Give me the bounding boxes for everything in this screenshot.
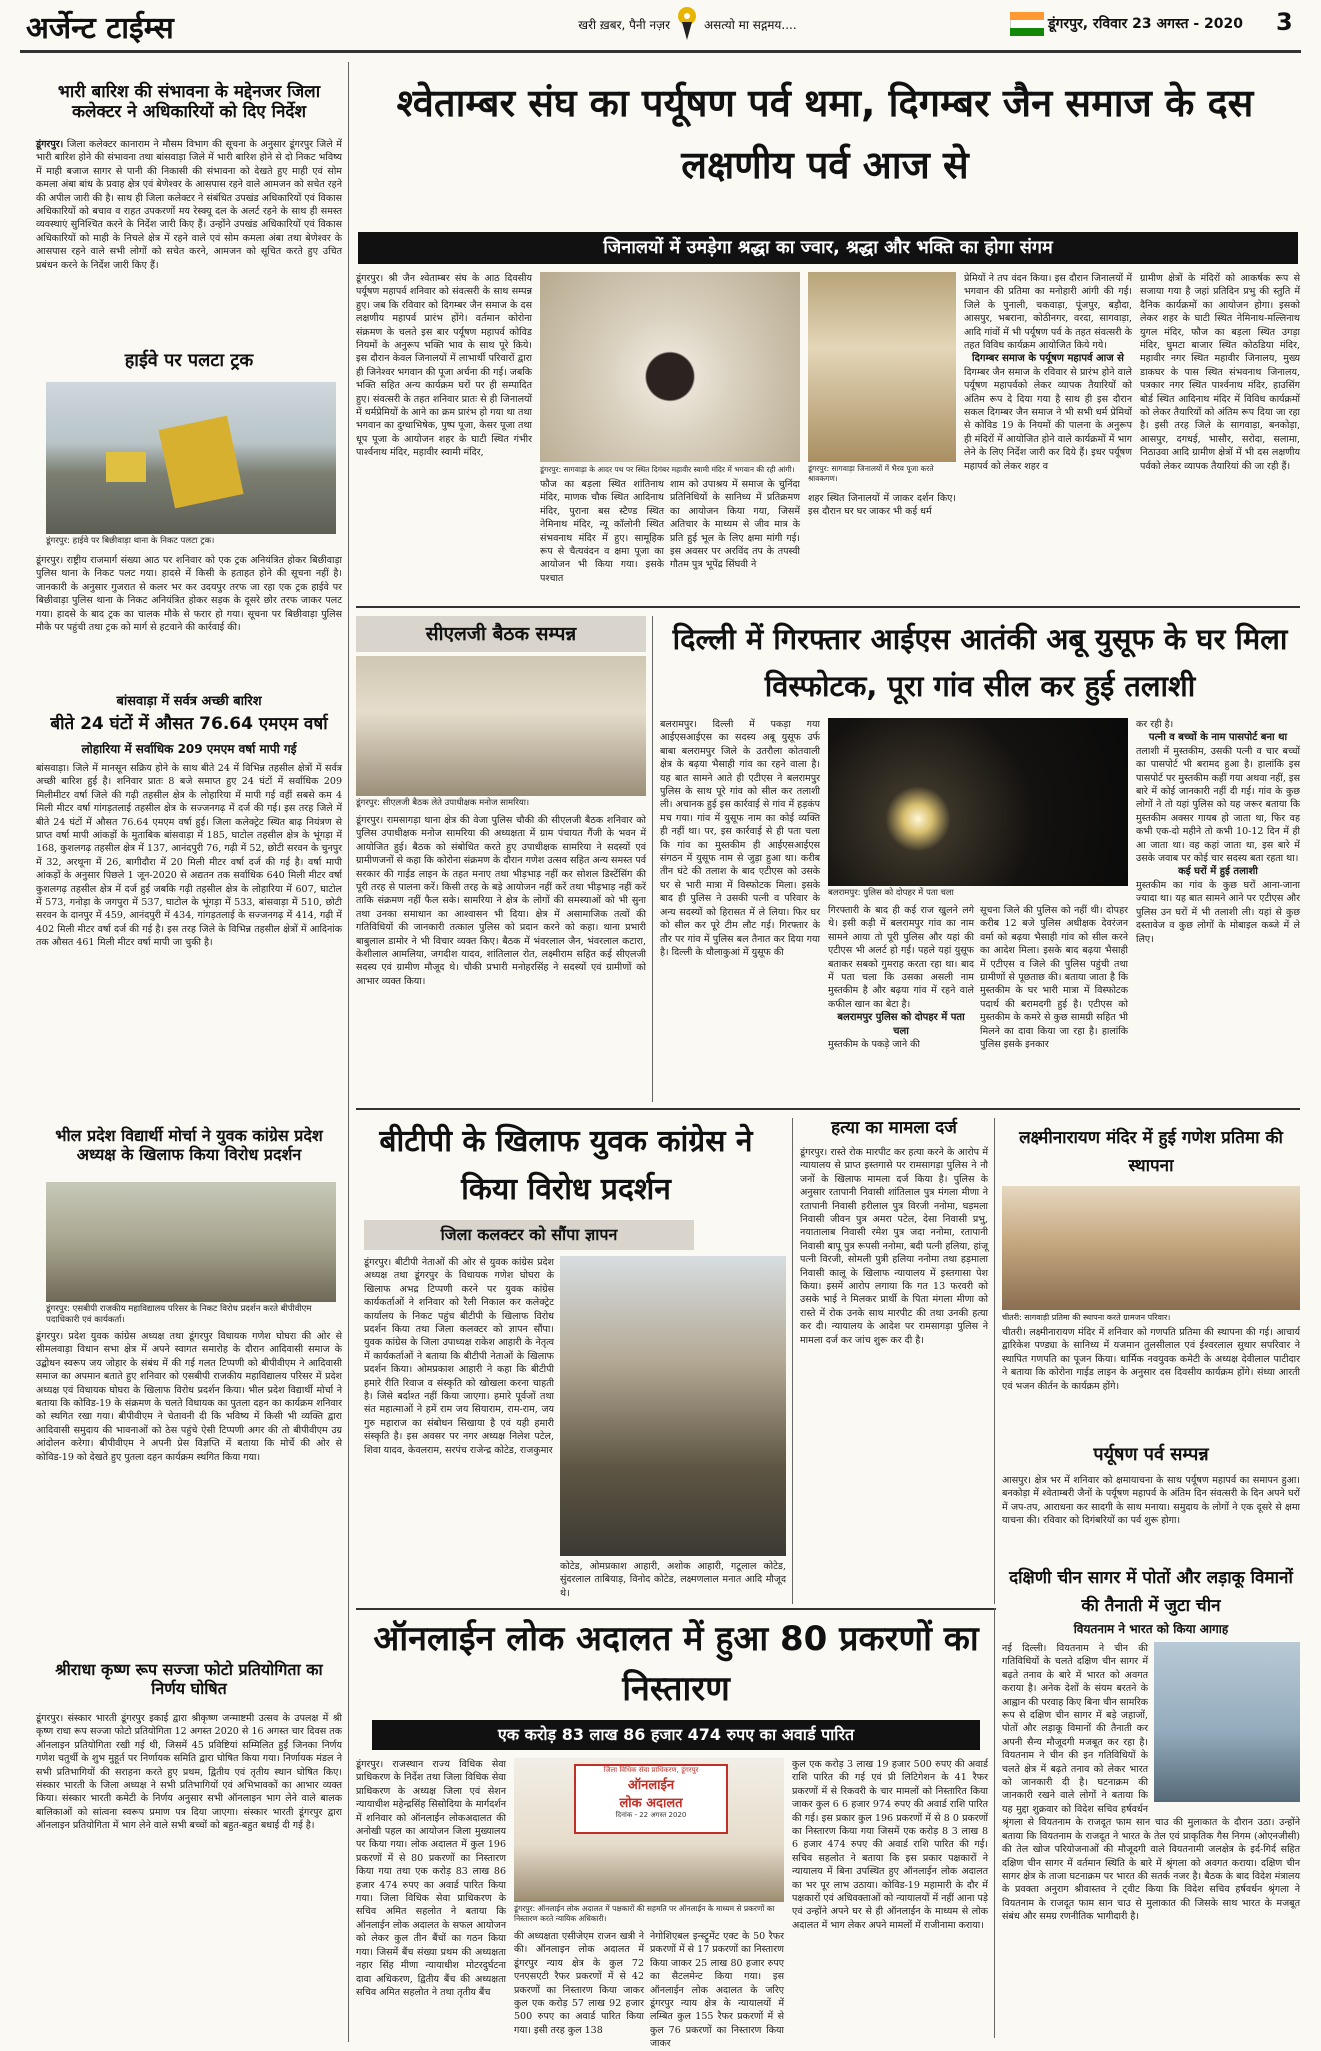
left-column-divider bbox=[348, 62, 349, 2042]
paryushan-body: आसपुर। क्षेत्र भर में शनिवार को क्षमायाचना के साथ पर्यूषण महापर्व का समापन हुआ। बनकोड़ा में श्वेताम्बरी जैनों के पर्यूषण महापर्व के अंतिम दिन संवत्सरी के दिन अपने घरों में जप-तप, आराधना कर सादगी के साथ मनाया। समुदाय के लोगों ने एक दूसरे से क्षमा याचना की। रविवार को दिगंबरियों का पर्व शुरू होगा। bbox=[1002, 1475, 1300, 1527]
rain-article bbox=[36, 82, 342, 342]
pen-nib-icon bbox=[676, 6, 698, 42]
delhi-col4-subhead-2: कई घरों में हुई तलाशी bbox=[1178, 866, 1258, 878]
china-body: नई दिल्ली। वियतनाम ने चीन की गतिविधियों के चलते दक्षिण चीन सागर में बढ़ते तनाव के बारे में भारत को अवगत कराया है। अनेक देशों के संयम बरतने के आह्वान की परवाह किए बिना चीन सामरिक रूप से दक्षिण चीन सागर में बड़े जहाजों, पोतों और लड़ाकू विमानों की तैनाती कर अपनी सैन्य मौजूदगी मजबूत कर रहा है। वियतनाम ने चीन की इन गतिविधियों के चलते क्षेत्र में बढ़ते तनाव को लेकर भारत को जानकारी दी है। घटनाक्रम की जानकारी रखने वाले लोगों ने बताया कि यह मुद्दा शुक्रवार को विदेश सचिव हर्षवर्धन श्रृंगला से वियतनाम के राजदूत फाम सान चाउ की मुलाकात के दौरान उठा। उन्होंने बताया कि वियतनाम के राजदूत ने भारत के तेल एवं प्राकृतिक गैस निगम (ओएनजीसी) की तेल खोज परियोजनाओं की मौजूदगी वाले वियतनामी जलक्षेत्र के इर्द-गिर्द सहित दक्षिण चीन सागर में वर्तमान स्थिति के बारे में श्रृंगला को अवगत कराया। दक्षिण चीन सागर क्षेत्र के ताजा घटनाक्रम पर भारत की सतर्क नजर है। बैठक के बाद विदेश मंत्रालय के प्रवक्ता अनुराग श्रीवास्तव ने ट्वीट किया कि विदेश सचिव हर्षवर्धन श्रृंगला ने वियतनाम के राजदूत फाम सान चाउ से मुलाकात की जिसके साथ भारत के मजबूत संबंध और समग्र रणनीतिक भागीदारी है। bbox=[1002, 1643, 1300, 1923]
jain-col2: फौज का बड़ला स्थित शांतिनाथ मंदिर, माणक चौक स्थित आदिनाथ मंदिर, पुराना बस स्टैण्ड स्थित नेमिनाथ मंदिर, न्यू कॉलोनी स्थित संभवनाथ मंदिर में हुए। सामूहिक रूप से चैत्यवंदन व क्षमा पूजा का आयोजन भी किया गया। इसके पश्चात bbox=[540, 479, 664, 584]
china-subhead: वियतनाम ने भारत को किया आगाह bbox=[1073, 1622, 1229, 1636]
lokadalat-col3: नेगोशिएबल इन्स्ट्रूमेंट एक्ट के 50 रैफर प्रकरणों में से 17 प्रकरणों का निस्तारण किया जाकर 25 लाख 80 हजार रुपए का सैटलमेन्ट किया गया। इस ऑनलाईन लोक अदालत के जरिए डूंगरपुर न्याय क्षेत्र के न्यायालयों में लम्बित कुल 155 रैफर प्रकरणों में से कुल 76 प्रकरणों का निस्तारण किया जाकर bbox=[650, 1931, 784, 2050]
delhi-col2-text-b: मुस्तकीम के पकड़े जाने की bbox=[828, 1039, 920, 1051]
truck-headline: हाईवे पर पलटा ट्रक bbox=[124, 350, 254, 371]
lokadalat-subhead: एक करोड़ 83 लाख 86 हजार 474 रुपए का अवार्ड पारित bbox=[372, 1720, 980, 1750]
banswara-body: बांसवाड़ा। जिले में मानसून सक्रिय होने के साथ बीते 24 में विभिन्न तहसील क्षेत्रों में सर्वत्र अच्छी बारिश हुई है। शनिवार प्रातः 8 बजे समाप्त हुए 24 घंटों में सर्वाधिक 209 मिलीमीटर वर्षा जिले की गढ़ी तहसील क्षेत्र के लोहारिया में मापी गई वहीं सबसे कम 4 मिली मीटर वर्षा गांगड़तलाई तहसील क्षेत्र के सज्जनगढ़ में दर्ज की गई। इस तरह जिले में बीते 24 घंटों में औसत 76.64 एमएम वर्षा हुई। जिला कलेक्ट्रेट स्थित बाढ़ नियंत्रण से प्राप्त वर्षा मापी आंकड़ों के मुताबिक बांसवाड़ा में 185, घाटोल तहसील क्षेत्र के भूंगड़ा में 168, कुशलगढ़ तहसील क्षेत्र में 137, आनंदपुरी 76, गढ़ी में 52, छोटी सरवन के चुनपुर में 32, अरथूना में 26, बागीदौरा में 20 मिली मीटर वर्षा दर्ज की गई है। वर्षा मापी आंकड़ों के अनुसार पिछले 1 जून-2020 से अद्यतन तक सर्वाधिक 640 मिली मीटर वर्षा कुशलगढ़ तहसील क्षेत्र में दर्ज हुई जबकि गढ़ी तहसील क्षेत्र के लोहारिया में 607, घाटोल में 573, गनोड़ा के जगपुरा में 537, घाटोल के भूंगड़ा में 533, बांसवाड़ा में 510, छोटी सरवन के दानपुर में 459, आनंदपुरी में 434, गांगड़तलाई के सज्जनगढ़ में 414, गढ़ी में 402 मिली मीटर वर्षा दर्ज की गई है। इस तरह जिले के विभिन्न तहसील क्षेत्रों में आदिनांक तक औसत 461 मिली मीटर वर्षा मापी जा चुकी है। bbox=[36, 763, 342, 949]
bhil-body: डूंगरपुर। प्रदेश युवक कांग्रेस अध्यक्ष तथा डूंगरपुर विधायक गणेश घोघरा की ओर से सीमलवाड़ा विधान सभा क्षेत्र में अपने स्वागत समारोह के दौरान आदिवासी समाज के उद्बोधन स्वरूप जय जोहार के संबंध में की गई गलत टिप्पणी को बीपीवीएम ने आदिवासी समाज का अपमान बताते हुए शनिवार को एसबीपी राजकीय महाविद्यालय परिसर में प्रदेश अध्यक्ष एवं विधायक घोघरा के खिलाफ विरोध प्रदर्शन किया। भील प्रदेश विद्यार्थी मोर्चा ने बताया कि कोविड-19 के संक्रमण के चलते विधायक का पुतला दहन का कार्यक्रम शनिवार को स्थगित रखा गया। बीपीवीएम ने चेतावनी दी कि भविष्य में किसी भी व्यक्ति द्वारा आदिवासी समुदाय की भावनाओं को ठेस पहुंचे ऐसी टिप्पणी अगर की तो बीपीवीएम उग्र आंदोलन करेगा। बीपीवीएम ने अपनी प्रेस विज्ञप्ति में बताया कि मोर्चे की ओर से कोविड-19 को देखते हुए पुतला दहन कार्यक्रम स्थगित किया गया। bbox=[36, 1331, 342, 1463]
clg-banner: सीएलजी बैठक सम्पन्न bbox=[356, 616, 646, 652]
banswara-headline: बीते 24 घंटों में औसत 76.64 एमएम वर्षा bbox=[50, 714, 328, 734]
lokadalat-col2: की अध्यक्षता एसीजेएम राजन खत्री ने की। ऑनलाइन लोक अदालत में डूंगरपुर न्याय क्षेत्र के कुल 72 एनएसएटी रैफर प्रकरणों में से 42 प्रकरणों का निस्तारण किया जाकर कुल एक करोड़ 57 लाख 92 हजार 500 रुपए का अवार्ड पारित किया गया। इसी तरह कुल 138 bbox=[514, 1931, 644, 2036]
flag-icon bbox=[1010, 12, 1044, 36]
page-number: 3 bbox=[1276, 8, 1293, 36]
lokadalat-divider bbox=[994, 1608, 995, 2038]
btp-col1: डूंगरपुर। बीटीपी नेताओं की ओर से युवक कांग्रेस प्रदेश अध्यक्ष तथा डूंगरपुर के विधायक गणेश घोघरा के खिलाफ अभद्र टिप्पणी करने पर युवक कांग्रेस कार्यकर्ताओं ने शनिवार को रैली निकाल कर कलेक्ट्रेट कार्यालय के निकट पहुंच बीटीपी के खिलाफ विरोध प्रदर्शन किया तथा जिला कलक्टर को ज्ञापन सौंपा। युवक कांग्रेस के जिला उपाध्यक्ष राकेश आहारी के नेतृत्व में कार्यकर्ताओं ने बताया कि बीटीपी नेताओं के खिलाफ प्रदर्शन किया। ओमप्रकाश आहारी ने कहा कि बीटीपी हमारे रीति रिवाज व संस्कृति को खोखला करना चाहती है। जिसे बर्दाश्त नहीं किया जाएगा। हमारे पूर्वजों तथा संत महात्माओं ने हमें राम जय सियाराम, राम-राम, जय गुरु महाराज का संबोधन सिखाया है एवं यही हमारी संस्कृति है। इस अवसर पर नगर अध्यक्ष निलेश पटेल, शिवा यादव, केवलराम, सरपंच राजेन्द्र कोटेड, राजकुमार bbox=[364, 1257, 554, 1456]
banswara-kicker: बांसवाड़ा में सर्वत्र अच्छी बारिश bbox=[116, 694, 262, 709]
tagline-left: खरी ख़बर, पैनी नज़र bbox=[578, 18, 670, 32]
lokadalat-photo bbox=[514, 1758, 784, 1902]
lokadalat-col1: डूंगरपुर। राजस्थान राज्य विधिक सेवा प्राधिकरण के निर्देश तथा जिला विधिक सेवा प्राधिकरण के अध्यक्ष जिला एवं सेशन न्यायाधीश महेन्द्रसिंह सिसोदिया के मार्गदर्शन में शनिवार को ऑनलाईन लोकअदालत की अनोखी पहल का आयोजन जिला मुख्यालय पर किया गया। लोक अदालत में कुल 196 प्रकरणों में से 80 प्रकरणों का निस्तारण किया गया तथा एक करोड़ 83 लाख 86 हजार 474 रुपए का अवार्ड पारित किया गया। जिला विधिक सेवा प्राधिकरण के सचिव अमित सहलोत ने बताया कि ऑनलाईन लोक अदालत के सफल आयोजन को लेकर कुल तीन बैंचों का गठन किया गया। जिसमें बैंच संख्या प्रथम की अध्यक्षता नहार सिंह मीणा न्यायाधीश मोटरदुर्घटना दावा अधिकरण, द्वितीय बैंच की अध्यक्षता सचिव अमित सहलोत ने तथा तृतीय बैंच bbox=[356, 1759, 506, 1998]
truck-photo bbox=[46, 382, 336, 534]
btp-subhead: जिला कलक्टर को सौंपा ज्ञापन bbox=[364, 1220, 694, 1250]
ganesh-photo bbox=[1002, 1186, 1300, 1310]
clg-meeting-photo bbox=[356, 656, 646, 796]
delhi-caption: बलरामपुर: पुलिस को दोपहर में पता चला bbox=[828, 888, 954, 898]
clg-divider bbox=[652, 616, 653, 1102]
lokadalat-sign-line3: लोक अदालत bbox=[619, 1796, 683, 1811]
delhi-col4-text-a: तलाशी में मुस्तकीम, उसकी पत्नी व चार बच्चों का पासपोर्ट भी बरामद हुआ है। हालांकि इस पासपोर्ट पर मुस्तकीम कहीं गया अथवा नहीं, इस बारे में कोई जानकारी नहीं दी गई। गांव के कुछ लोगों ने तो यहां पुलिस को यह जरूर बताया कि मुस्तकीम अक्सर गायब हो जाता था, फिर वह कभी एक-दो महीने तो कभी 10-12 दिन में ही आ जाता था। वह कहां जाता था, इस बारे में उसके जवाब पर कोई चार सदस्य बता रहता था। bbox=[1136, 745, 1300, 865]
jain-col5-text: प्रेमियों ने तप वंदन किया। इस दौरान जिनालयों में भगवान की प्रतिमा का मनोहारी आंगी की गई। जिले के पुनाली, चकवाड़ा, पूंजपुर, बड़ौदा, आसपुर, भबराना, कोठीनगर, वरदा, सागवाड़ा, आदि गांवों में भी पर्यूषण पर्व के तहत संवत्सरी के तहत विविध कार्यक्रम आयोजित किये गये। bbox=[964, 273, 1132, 352]
btp-headline: बीटीपी के खिलाफ युवक कांग्रेस ने किया विरोध प्रदर्शन bbox=[379, 1124, 753, 1207]
tagline-right: असत्यो मा सद्गमय.... bbox=[704, 18, 797, 32]
bhil-caption: डूंगरपुर: एसबीपी राजकीय महाविद्यालय परिसर के निकट विरोध प्रदर्शन करते बीपीवीएम पदाधिकारी एवं कार्यकर्ता। bbox=[46, 1304, 312, 1325]
ganesh-caption: चीतरी: सागवाड़ी प्रतिमा की स्थापना करते ग्रामजन परिवार। bbox=[1002, 1313, 1171, 1322]
clg-caption: डूंगरपुर: सीएलजी बैठक लेते उपाधीक्षक मनोज सामरिया। bbox=[356, 798, 530, 808]
jain-col4: शहर स्थित जिनालयों में जाकर दर्शन किए। इस दौरान घर घर जाकर भी कई धर्म bbox=[808, 493, 956, 518]
murder-divider bbox=[994, 1118, 995, 1604]
jain-bottom-rule bbox=[356, 606, 1300, 608]
jain-col5-text-b: दिगम्बर जैन समाज के रविवार से प्रारंभ होने वाले पर्यूषण महापर्वको लेकर व्यापक तैयारियों को अंतिम रूप दे दिया गया है साथ ही इस दौरान सकल दिगम्बर जैन समाज ने भी सभी धर्म प्रेमियों से कोविड 19 के नियमों की पालना के अनुरूप ही मंदिरों में आयोजित होने वाले कार्यक्रमों में भाग लेने के लिए निर्देश जारी कर दिये हैं। इधर पर्यूषण महापर्व को लेकर शहर व bbox=[964, 366, 1132, 472]
jain-col5 bbox=[964, 272, 1132, 600]
rain-body bbox=[36, 138, 342, 342]
btp-col2: कोटेड, ओमप्रकाश आहारी, अशोक आहारी, गटूलाल कोटेड, सुंदरलाल ताबियाड़, विनोद कोटेड, लक्ष्मणलाल मनात आदि मौजूद थे। bbox=[560, 1561, 786, 1599]
delhi-col4 bbox=[1136, 718, 1300, 1102]
murder-body: डूंगरपुर। रास्ते रोक मारपीट कर हत्या करने के आरोप में न्यायालय से प्राप्त इस्तगासे पर रामसागड़ा पुलिस ने नौ जनों के खिलाफ मामला दर्ज किया है। पुलिस के अनुसार रतापानी निवासी शांतिलाल पुत्र मंगला मीणा ने रतापानी निवासी हरीलाल पुत्र विरजी ननोमा, घड़मला निवासी जीवन पुत्र अमरा पटेल, देसा निवासी प्रभु, नयातालाब निवासी रमेश पुत्र जदा ननोमा, रतापानी निवासी बापू पुत्र रूपसी ननोमा, बदी पत्नी हलिया, हांजू पत्नी विरजी, सोमली पुत्री हलिया ननोमा तथा हड़माला निवासी कालू के खिलाफ न्यायालय में इस्तगासा पेश किया। इसमें आरोप लगाया कि गत 13 फरवरी को उसके भाई ने मिलकर प्रार्थी के पिता मंगला मीणा को रास्ते में रोक उनके साथ मारपीट की तथा उनकी हत्या कर दी। न्यायालय के आदेश पर रामसागड़ा पुलिस ने मामला दर्ज कर जांच शुरू कर दी है। bbox=[800, 1147, 988, 1346]
rain-headline: भारी बारिश की संभावना के मद्देनजर जिला कलेक्टर ने अधिकारियों को दिए निर्देश bbox=[57, 82, 321, 123]
ganesh-body: चीतरी। लक्ष्मीनारायण मंदिर में शनिवार को गणपति प्रतिमा की स्थापना की गई। आचार्य द्वारिकेश पण्ड्या के सानिध्य में यजमान तुलसीलाल एवं ईश्वरलाल सुथार सपरिवार ने स्थापित गणपति का पूजन किया। धार्मिक नवयुवक कमेटी के अध्यक्ष देवीलाल पाटीदार ने बताया कि कोरोना गाईड लाइन के अनुसार दस दिवसीय कार्यक्रम होंगे। संध्या आरती एवं भजन कीर्तन के कार्यक्रम होंगे। bbox=[1002, 1327, 1300, 1392]
delhi-col4-text-b: मुस्तकीम का गांव के कुछ घरों आना-जाना ज्यादा था। यह बात सामने आने पर एटीएस और पुलिस उन घरों में भी तलाशी ली। यहां से कुछ दस्तावेज व कुछ लोगों के मोबाइल कब्जे में ले लिए। bbox=[1136, 879, 1300, 945]
btp-rally-photo bbox=[560, 1256, 786, 1556]
bhil-protest-photo bbox=[46, 1182, 336, 1302]
china-body-wrap bbox=[1002, 1642, 1300, 2038]
btp-divider bbox=[792, 1118, 793, 1604]
truck-caption: डूंगरपुर: हाईवे पर बिछीवाड़ा थाना के निकट पलटा ट्रक। bbox=[46, 536, 215, 546]
newspaper-name: अर्जेन्ट टाईम्स bbox=[26, 11, 174, 46]
jain-headline: श्वेताम्बर संघ का पर्यूषण पर्व थमा, दिगम्बर जैन समाज के दस लक्षणीय पर्व आज से bbox=[396, 81, 1254, 187]
murder-headline: हत्या का मामला दर्ज bbox=[831, 1118, 957, 1138]
paryushan-headline: पर्यूषण पर्व सम्पन्न bbox=[1093, 1444, 1209, 1465]
lokadalat-banner-sign bbox=[574, 1764, 728, 1834]
delhi-col2-subhead: बलरामपुर पुलिस को दोपहर में पता चला bbox=[837, 1012, 965, 1037]
dateline: डूंगरपुर, रविवार 23 अगस्त - 2020 bbox=[1048, 16, 1243, 32]
jain-col3: शाम को उपाश्रय में समाज के चुनिंदा प्रतिनिधियों के सानिध्य में प्रतिक्रमण का आयोजन किया गया, जिसमें अतिचार के माध्यम से जीव मात्र के प्रति हुई भूल के लिए क्षमा मांगी गई। इस अवसर पर अरविंद तप के तपस्वी गौतम पुत्र भूपेंद्र सिंघवी ने bbox=[670, 479, 800, 571]
jain-temple-photo-2 bbox=[808, 272, 956, 462]
bhil-headline: भील प्रदेश विद्यार्थी मोर्चा ने युवक कांग्रेस प्रदेश अध्यक्ष के खिलाफ किया विरोध प्रदर्शन bbox=[55, 1126, 323, 1165]
mid-rule bbox=[356, 1108, 1300, 1110]
jain-col6: ग्रामीण क्षेत्रों के मंदिरों को आकर्षक रूप से सजाया गया है जहां प्रतिदिन प्रभु की स्तुति में दैनिक कार्यक्रमों का आयोजन होगा। इसको लेकर शहर के घाटी स्थित नेमिनाथ-मल्लिनाथ युगल मंदिर, फौज का बड़ला स्थित उगड़ा मंदिर, घुमटा बाजार स्थित कोठडिया मंदिर, महावीर नगर स्थित महावीर जिनालय, मुख्य डाकघर के पास स्थित संभवनाथ जिनालय, पत्रकार नगर स्थित पार्श्वनाथ मंदिर, हाउसिंग बोर्ड स्थित आदिनाथ मंदिर में विविध कार्यक्रमों को लेकर तैयारियों को अंतिम रूप दिया जा रहा है। इसी तरह जिले के सागवाड़ा, बनकोड़ा, आसपुर, दगधई, भासौर, सरोदा, सलामा, निठाउवा आदि ग्रामीण क्षेत्रों में भी दस लक्षणीय पर्वको लेकर व्यापक तैयारियां की जा रही हैं। bbox=[1140, 273, 1300, 472]
jain-col5-subhead: दिगम्बर समाज के पर्यूषण महापर्व आज से bbox=[972, 353, 1124, 365]
delhi-night-photo bbox=[828, 718, 1128, 886]
lokadalat-caption: डूंगरपुर: ऑनलाईन लोक अदालत में पक्षकारों की सहमति पर ऑनलाईन के माध्यम से प्रकरणों का निस्तारण करते न्यायिक अधिकारी। bbox=[514, 1904, 775, 1923]
masthead bbox=[0, 0, 1321, 56]
jain-caption-1: डूंगरपुर: सागवाड़ा के आदर पथ पर स्थित दिगंबर महावीर स्वामी मंदिर में भगवान की रही आंगी। bbox=[540, 465, 795, 474]
delhi-col4-text: कर रही है। bbox=[1136, 719, 1174, 730]
lokadalat-sign-line1: जिला विधिक सेवा प्राधिकरण, डूंगरपुर bbox=[603, 1766, 699, 1774]
china-headline: दक्षिणी चीन सागर में पोतों और लड़ाकू विमानों की तैनाती में जुटा चीन bbox=[1009, 1568, 1293, 1616]
delhi-col3: सूचना जिले की पुलिस को नहीं थी। दोपहर करीब 12 बजे पुलिस अधीक्षक देवरंजन वर्मा को बढ़या भैसाही गांव को सील करने का आदेश मिला। इसके बाद बढ़या भैसाही में एटीएस व जिले की पुलिस पहुंची तथा ग्रामीणों से पूछताछ की। बताया जाता है कि मुस्तकीम के घर भारी मात्रा में विस्फोटक पदार्थ की बरामदगी हुई है। एटीएस को मुस्तकीम के कमरे से कुछ सामग्री सहित भी मिलने का दावा किया जा रहा है। हालांकि पुलिस इसके इनकार bbox=[980, 905, 1128, 1051]
jain-col1: डूंगरपुर। श्री जैन श्वेताम्बर संघ के आठ दिवसीय पर्यूषण महापर्व शनिवार को संवत्सरी के साथ सम्पन्न हुए। जब कि रविवार को दिगम्बर जैन समाज के दस लक्षणीय महापर्व प्रारंभ होंगे। वर्तमान कोरोना संक्रमण के चलते इस बार पर्यूषण महापर्व कोविड नियमों के अनुरूप भक्ति भाव के साथ पूरे किये। इस दौरान केवल जिनालयों में लाभार्थी परिवारों द्वारा ही जिनेश्वर भगवान की पूजा अर्चना की गई। जबकि भक्ति सहित अन्य कार्यक्रम घरों पर ही सम्पादित हुए। संवत्सरी के तहत शनिवार प्रातः से ही जिनालयों में धर्मप्रेमियों के आने का क्रम प्रारंभ हो गया था तथा भगवान का दुग्धाभिषेक, पुष्प पूजा, केसर पूजा तथा धूप पूजा के आयोजन शहर के घाटी स्थित गंभीर पार्श्वनाथ मंदिर, महावीर स्वामी मंदिर, bbox=[356, 273, 532, 459]
lokadalat-top-rule bbox=[356, 1608, 996, 1610]
rain-dateline: डूंगरपुर। bbox=[36, 139, 64, 150]
rain-body-text: जिला कलेक्टर कानाराम ने मौसम विभाग की सूचना के अनुसार डूंगरपुर जिले में भारी बारिश होने की संभावना तथा बांसवाड़ा जिले में भारी बारिश होने से दो निकट भविष्य में माही बजाज सागर से पानी की निकासी की संभावना को देखते हुए माही एवं सोम कमला अंबा बांध के प्रवाह क्षेत्र एवं बेणेश्वर के आसपास रहने वाले आमजन को सचेत रहने की अपील जारी की है। साथ ही जिला कलेक्टर ने संबंधित उपखंड अधिकारियों एवं विकास अधिकारियों को बचाव व राहत उपकरणों मय रेस्क्यू दल के अलर्ट रहने के साथ ही समस्त व्यवस्थाएं सुनिश्चित करने के निर्देश जारी किए हैं। उन्होंने उपखंड अधिकारियों एवं विकास अधिकारियों को माही के निचले क्षेत्र में रहने वाले एवं सोम कमला अंबा तथा बेणेश्वर के आसपास रहने वाले सभी लोगों को सचेत करने, आमजन को सूचित करते हुए उचित प्रबंधन करने के निर्देश जारी किए हैं। bbox=[36, 139, 342, 271]
delhi-col2-text: गिरफ्तारी के बाद ही कई राज खुलने लगे थे। इसी कड़ी में बलरामपुर गांव का नाम सामने आया तो पूरी पुलिस और यहां की एटीएस भी अलर्ट हो गई। पहले यहां युसूफ बताकर सबको गुमराह करता रहा था। बाद में पता चला कि उसका असली नाम मुस्तकीम है और बढ़या गांव में रहने वाले कफील खान का बेटा है। bbox=[828, 905, 974, 1010]
radha-body: डूंगरपुर। संस्कार भारती डूंगरपुर इकाई द्वारा श्रीकृष्ण जन्माष्टमी उत्सव के उपलक्ष में श्री कृष्ण राधा रूप सज्जा फोटो प्रतियोगिता 12 अगस्त 2020 से 16 अगस्त चार दिवस तक ऑनलाइन प्रतियोगिता रखी गई थी, जिसमें 45 प्रविष्टियां सम्मिलित हुईं जिनका निर्णय गणेश चतुर्थी के शुभ मुहूर्त पर निर्णायक समिति द्वारा घोषित किया गया। निर्णायक मंडल ने सभी प्रतिभागियों की सराहना करते हुए प्रथम, द्वितीय एवं तृतीय स्थान घोषित किए। संस्कार भारती के जिला अध्यक्ष ने सभी प्रतिभागियों एवं अभिभावकों का आभार व्यक्त किया। संस्कार भारती कमेटी के निर्णय अनुसार सभी ऑनलाइन भाग लेने वाले बालक बालिकाओं को सांत्वना स्वरूप प्रमाण पत्र दिया जाएगा। संस्कार भारती डूंगरपुर द्वारा ऑनलाइन प्रतियोगिता में भाग लेने वाले सभी बच्चों को बहुत-बहुत बधाई दी गई है। bbox=[36, 1713, 342, 1832]
banswara-subhead: लोहारिया में सर्वाधिक 209 एमएम वर्षा मापी गई bbox=[81, 742, 297, 756]
jain-subhead: जिनालयों में उमड़ेगा श्रद्धा का ज्वार, श्रद्धा और भक्ति का होगा संगम bbox=[358, 232, 1298, 264]
truck-body: डूंगरपुर। राष्ट्रीय राजमार्ग संख्या आठ पर शनिवार को एक ट्रक अनियंत्रित होकर बिछीवाड़ा पुलिस थाना के निकट पलट गया। हादसे में किसी के हताहत होने की सूचना नहीं है। जानकारी के अनुसार गुजरात से कलर भर कर उदयपुर तरफ जा रहा एक ट्रक हाईवे पर बिछीवाड़ा पुलिस थाना के निकट अनियंत्रित होकर सड़क के दूसरे छोर तरफ जाकर पलट गया। हादसे के बाद ट्रक का चालक मौके से फरार हो गया। सूचना पर बिछीवाड़ा पुलिस मौके पर पहुंची तथा ट्रक को मार्ग से हटवाने की कार्रवाई की। bbox=[36, 555, 342, 634]
lokadalat-headline: ऑनलाईन लोक अदालत में हुआ 80 प्रकरणों का निस्तारण bbox=[373, 1619, 979, 1709]
delhi-col2 bbox=[828, 904, 974, 1102]
delhi-col4-subhead-1: पत्नी व बच्चों के नाम पासपोर्ट बना था bbox=[1148, 732, 1288, 744]
delhi-headline: दिल्ली में गिरफ्तार आईएस आतंकी अबू युसूफ के घर मिला विस्फोटक, पूरा गांव सील कर हुई तलाशी bbox=[672, 622, 1288, 703]
jain-caption-2: डूंगरपुर: सागवाड़ा जिनालयों में भैरव पूजा करते श्रावकगण। bbox=[808, 464, 934, 483]
jain-temple-photo-1 bbox=[540, 272, 800, 462]
clg-body: डूंगरपुर। रामसागड़ा थाना क्षेत्र की वेजा पुलिस चौकी की सीएलजी बैठक शनिवार को पुलिस उपाधीक्षक मनोज सामरिया की अध्यक्षता में ग्राम पंचायत गैंजी के भवन में आयोजित हुई। बैठक को संबोधित करते हुए उपाधीक्षक सामरिया ने सदस्यों एवं ग्रामीणजनों से कहा कि कोरोना संक्रमण के दौरान गणेश उत्सव सहित अन्य समस्त पर्व सरकार की गाईड लाइन के तहत मनाए तथा भीड़भाड़ नहीं कर सोशल डिस्टेंसिंग की पूरी तरह से पालना करें। किसी तरह के बड़े आयोजन नहीं करें तथा भीड़भाड़ नहीं करें ताकि संक्रमण नहीं फैल सके। सामरिया ने क्षेत्र के लोगों की समस्याओं को भी सुना तथा उनका समाधान का आश्वासन भी दिया। क्षेत्र में असामाजिक तत्वों की गतिविधियों की जानकारी तत्काल पुलिस को प्रदान करने को कहा। थाना प्रभारी बाबुलाल डामोर ने भी विचार व्यक्त किए। बैठक में भंवरलाल जैन, भंवरलाल कटारा, केशीलाल आमलिया, जगदीश यादव, शांतिलाल रोत, लक्ष्मीराम सहित कई सीएलजी सदस्य एवं ग्रामीण मौजूद थे। चौकी प्रभारी मनोहरसिंह ने सदस्यों एवं ग्रामीणों को आभार व्यक्त किया। bbox=[356, 815, 646, 987]
lokadalat-sign-line2: ऑनलाईन bbox=[627, 1778, 675, 1793]
ganesh-headline: लक्ष्मीनारायण मंदिर में हुई गणेश प्रतिमा की स्थापना bbox=[1019, 1128, 1283, 1176]
radha-headline: श्रीराधा कृष्ण रूप सज्जा फोटो प्रतियोगिता का निर्णय घोषित bbox=[55, 1660, 323, 1699]
delhi-col1: बलरामपुर। दिल्ली में पकड़ा गया आईएसआईएस का सदस्य अबू युसूफ उर्फ बाबा बलरामपुर जिले के उतरौला कोतवाली क्षेत्र के बढ़या भैसाही गांव का रहने वाला है। यह बात सामने आते ही एटीएस ने बलरामपुर पुलिस के साथ पूरे गांव को सील कर तलाशी ली। अचानक हुई इस कार्रवाई से गांव में हड़कंप मच गया। गांव में युसूफ नाम का कोई व्यक्ति ही नहीं था। पर, इस कार्रवाई से ही पता चला कि गांव का मुस्तकीम ही आईएसआईएस संगठन में युसूफ नाम से जुड़ा हुआ था। करीब तीन घंटे की तलाश के बाद एटीएस को उसके घर से भारी मात्रा में विस्फोटक मिला। इसके बाद ही पुलिस ने उसकी पत्नी व परिवार के अन्य सदस्यों को हिरासत में ले लिया। फिर घर को सील कर पूरे टीम लौट गई। गिरफ्तार के तौर पर गांव में पुलिस बल तैनात कर दिया गया है। दिल्ली के धौलाकुआं में युसूफ की bbox=[660, 719, 820, 958]
china-ships-photo bbox=[1154, 1642, 1300, 1802]
lokadalat-col4: कुल एक करोड़ 3 लाख 19 हजार 500 रुपए की अवार्ड राशि पारित की गई एवं प्री लिटिगेशन के 41 रैफर प्रकरणों में से रिकवरी के चार मामलों को निस्तारित किया जाकर कुल 6 6 हजार 974 रुपए की अवार्ड राशि पारित की गई। इस प्रकार कुल 196 प्रकरणों में से 8 0 प्रकरणों का निस्तारण किया गया जिसमें एक करोड़ 8 3 लाख 8 6 हजार 474 रुपए की अवार्ड राशि पारित की गई। सचिव सहलोत ने बताया कि इस प्रकार पक्षकारों ने न्यायालय में बिना उपस्थित हुए ऑनलाईन लोक अदालत का भर पूर लाभ उठाया। कोविड-19 महामारी के दौर में पक्षकारों एवं अधिवक्ताओं को न्यायालयों में नहीं आना पड़े एवं उन्होंने अपने घर से ही ऑनलाईन के माध्यम से लोक अदालत में भाग लेकर अपने मामलों में राजीनामा कराया। bbox=[792, 1759, 988, 1931]
masthead-rule bbox=[20, 50, 1301, 53]
lokadalat-sign-line4: दिनांक - 22 अगस्त 2020 bbox=[615, 1811, 687, 1819]
